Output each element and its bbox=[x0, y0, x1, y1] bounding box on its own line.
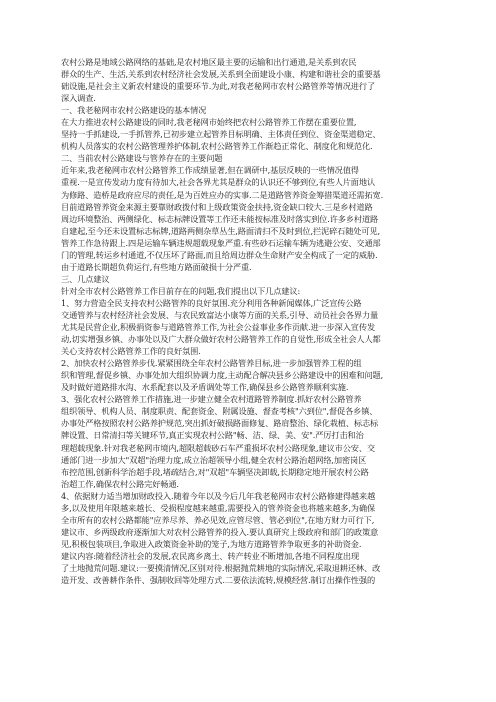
text-line: 牌设置、日常清扫等关键环节,真正实现农村公路"畅、洁、绿、美、安".严厉打击和治 bbox=[61, 430, 364, 441]
text-line: 造开发、改善耕作条件、强制收回等处理方式.二要依法流转,规模经营.制订出操作性强的 bbox=[61, 575, 376, 586]
text-line: 多,以及使用年限越来越长、受损程度越来越重,需要投入的管养资金也将越来越多,为确保 bbox=[61, 502, 376, 513]
text-line: 针对全市农村公路管养工作目前存在的问题,我们提出以下几点建议: bbox=[61, 285, 301, 296]
text-line: 尤其是民营企业,积极捐资参与道路管养工作,为社会公益事业多作贡献.进一步深入宣传发 bbox=[61, 322, 376, 333]
text-line: 治超工作,确保农村公路完好畅通. bbox=[61, 478, 179, 489]
text-line: 及时做好道路排水沟、水系配套以及矛盾调处等工作,确保县乡公路管养顺利实施. bbox=[61, 382, 349, 393]
text-line: 组织领导、机构人员、制度职责、配套资金、附属设施、督查考核"六到位",督促各乡镇、 bbox=[61, 406, 378, 417]
section-heading-1: 一、我老秘网市农村公路建设的基本情况 bbox=[61, 105, 207, 116]
text-line: 机构人员落实的农村公路管理养护体制,农村公路管养工作渐趋正常化、制度化和规范化. bbox=[61, 141, 373, 152]
text-line: 交通管养与农村经济社会发展、与农民致富达小康等方面的关系,引导、动员社会各界力量 bbox=[61, 309, 379, 320]
text-line: 3、强化农村公路管养工作措施,进一步建立健全农村道路管养制度.抓好农村公路管养 bbox=[61, 394, 362, 405]
text-line: 见,积极包装项目,争取进入政策资金补助的笼子,为地方道路管养争取更多的补助资金. bbox=[61, 538, 362, 549]
section-heading-3: 三、几点建议 bbox=[61, 273, 110, 284]
text-line: 农村公路是地域公路网络的基础,是农村地区最主要的运输和出行通道,是关系到农民 bbox=[61, 57, 357, 67]
text-line: 群众的生产、生活,关系到农村经济社会发展,关系到全面建设小康、构建和谐社会的重要基 bbox=[61, 69, 381, 80]
text-line: 通部门进一步加大"双超"治理力度,成立治超领导小组,健全农村公路治超网络,加密岗区 bbox=[61, 454, 367, 465]
text-line: 全市所有的农村公路都能"应养尽养、养必见效,应管尽管、管必到位",在地方财力可行下, bbox=[61, 514, 375, 525]
text-line: 坚持一手抓建设,一手抓管养,已初步建立起管养目标明确、主体责任到位、资金渠道稳定、 bbox=[61, 129, 381, 140]
text-line: 理超载现象.针对我老秘网市境内,超限超载砂石车严重损坏农村公路现象,建议市公安、交 bbox=[61, 442, 376, 453]
text-line: 础设施,是社会主义新农村建设的重要环节.为此,对我老秘网市农村公路管养等情况进行了 bbox=[61, 81, 376, 92]
text-line: 门的管理,转运乡村通道,不仅压坏了路面,而且给周边群众生命财产安全构成了一定的威胁. bbox=[61, 249, 378, 260]
text-line: 在大力推进农村公路建设的同时,我老秘网市始终把农村公路管养工作摆在重要位置, bbox=[61, 117, 357, 128]
text-line: 2、加快农村公路管养步伐.紧紧围绕全年农村公路管养目标,进一步加强管养工程的组 bbox=[61, 358, 362, 369]
text-line: 为修路、造桥是政府应尽的责任,是为百姓应办的实事.二是道路管养资金筹措渠道还需拓宽. bbox=[61, 189, 384, 200]
text-line: 目前道路管养资金来源主要靠财政拨付和上级政策资金扶持,资金缺口较大.三是乡村道路 bbox=[61, 201, 373, 212]
text-line: 管养工作急待跟上.四是运输车辆违规超载现象严重.有些砂石运输车辆为逃避公安、交通部 bbox=[61, 237, 381, 248]
text-line: 办事处严格按照农村公路养护规范,突出抓好破损路面修复、路肩整治、绿化栽植、标志标 bbox=[61, 418, 379, 429]
text-line: 动,切实增强乡镇、办事处以及广大群众做好农村公路管养工作的自觉性,形成全社会人人都 bbox=[61, 334, 381, 345]
text-line: 1、努力营造全民支持农村公路管养的良好氛围.充分利用各种新闻媒体,广泛宣传公路 bbox=[61, 297, 362, 308]
text-line: 关心支持农村公路管养工作的良好氛围. bbox=[61, 346, 201, 357]
text-line: 4、依据财力适当增加财政投入.随着今年以及今后几年我老秘网市农村公路修建得越来越 bbox=[61, 490, 376, 501]
text-line: 织和管理,督促乡镇、办事处加大组织协调力度,主动配合解决县乡公路建设中的困难和问题, bbox=[61, 370, 384, 381]
text-line: 自建起,至今还未设置标志标牌,道路两侧杂草丛生,路面清扫不及时到位,拦泥碎石随处可见, bbox=[61, 225, 380, 236]
text-line: 深入调查. bbox=[61, 93, 96, 104]
text-line: 了土地抛荒问题.建议:一要摸清情况,区别对待.根据抛荒耕地的实际情况,采取退耕还林、改 bbox=[61, 562, 381, 573]
section-heading-2: 二、当前农村公路建设与管养存在的主要问题 bbox=[61, 153, 223, 164]
text-line: 由于道路长期超负荷运行,有些地方路面破损十分严重. bbox=[61, 261, 252, 272]
text-line: 近年来,我老秘网市农村公路管养工作成绩显著,但在调研中,基层反映的一些情况值得 bbox=[61, 165, 359, 176]
text-line: 建议市、乡两级政府逐渐加大对农村公路管养的投入.要认真研究上级政府和部门的政策意 bbox=[61, 526, 379, 537]
text-line: 周边环境整治、两侧绿化、标志标牌设置等工作还未能按标准及时落实到位.许多乡村道路 bbox=[61, 213, 379, 224]
text-line: 布控范围,创新科学治超手段,堵疏结合,对"双超"车辆坚决卸载,长期稳定地开展农村公路 bbox=[61, 466, 369, 477]
text-line: 建议内容:随着经济社会的发展,农民离乡离土、转产转业不断增加,各地不同程度出现 bbox=[61, 550, 360, 561]
text-line: 重视.一是宣传发动力度有待加大,社会各界尤其是群众的认识还不够到位,有些人片面地认 bbox=[61, 177, 376, 188]
